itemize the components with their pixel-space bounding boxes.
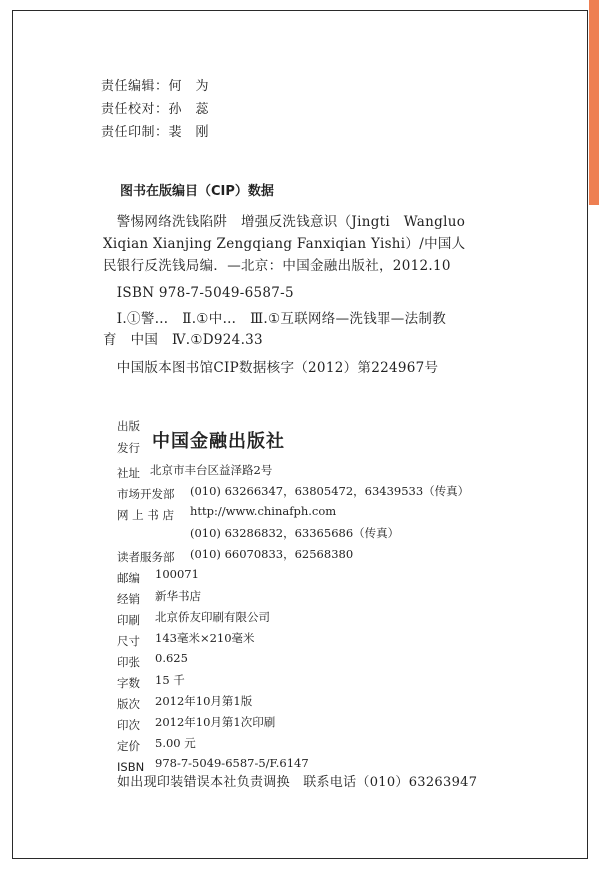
detail-row (117, 462, 273, 481)
detail-value: 2012年10月第1版 (155, 694, 253, 708)
cip-line: Ⅰ.①警… Ⅱ.①中… Ⅲ.①互联网络—洗钱罪—法制教 (103, 311, 447, 327)
detail-label: 印刷 (117, 613, 140, 627)
detail-label: 印张 (117, 655, 140, 669)
detail-value: 2012年10月第1次印刷 (155, 715, 276, 729)
detail-value: 北京市丰台区益泽路2号 (150, 463, 273, 477)
publisher-label-bottom: 发行 (117, 441, 140, 455)
detail-row (117, 483, 470, 502)
detail-label: 尺寸 (117, 634, 140, 648)
detail-value: 978-7-5049-6587-5/F.6147 (155, 756, 309, 770)
publisher-logo: 中国金融出版社 (152, 431, 285, 452)
detail-value: (010) 63286832，63365686（传真） (190, 526, 400, 540)
detail-value: 北京侨友印刷有限公司 (155, 610, 270, 624)
detail-label: 版次 (117, 697, 140, 711)
printing-manager-line (101, 121, 209, 140)
cip-line: Xiqian Xianjing Zengqiang Fanxiqian Yishi）/中国人 (103, 236, 466, 252)
detail-value: 15 千 (155, 673, 185, 687)
detail-label: 定价 (117, 739, 140, 753)
detail-value: 新华书店 (155, 589, 201, 603)
proofreader-line (101, 98, 209, 117)
detail-value: 5.00 元 (155, 736, 196, 750)
detail-row (117, 504, 337, 523)
detail-label: 字数 (117, 676, 140, 690)
cip-line: 警惕网络洗钱陷阱 增强反洗钱意识（Jingti Wangluo (103, 214, 466, 230)
detail-label: 印次 (117, 718, 140, 732)
printing-manager-label: 责任印制： (101, 125, 169, 140)
cip-line: 民银行反洗钱局编．—北京：中国金融出版社，2012.10 (103, 258, 451, 274)
website-link[interactable]: http://www.chinafph.com (190, 504, 337, 518)
detail-row (117, 630, 255, 649)
page-frame (12, 10, 588, 859)
publisher-label-top: 出版 (117, 419, 140, 433)
detail-row (117, 672, 185, 691)
editor-line (101, 75, 209, 94)
cip-isbn-line: ISBN 978-7-5049-6587-5 (103, 285, 294, 301)
detail-row (117, 693, 253, 712)
editor-label: 责任编辑： (101, 79, 169, 94)
orange-edge-tab (589, 0, 599, 205)
proofreader-value: 孙 蕊 (168, 102, 210, 117)
detail-row (117, 588, 201, 607)
detail-value: 100071 (155, 567, 199, 581)
detail-value: 143毫米×210毫米 (155, 631, 255, 645)
cip-record-number: 中国版本图书馆CIP数据核字（2012）第224967号 (103, 360, 439, 376)
detail-label: 经销 (117, 592, 140, 606)
cip-line: 育 中国 Ⅳ.①D924.33 (103, 332, 263, 348)
detail-label: 读者服务部 (117, 550, 175, 564)
detail-label: 市场开发部 (117, 487, 175, 501)
detail-value: (010) 63266347，63805472，63439533（传真） (190, 484, 470, 498)
detail-label: 邮编 (117, 571, 140, 585)
detail-label: 网 上 书 店 (117, 508, 174, 522)
editor-value: 何 为 (168, 79, 210, 94)
proofreader-label: 责任校对： (101, 102, 169, 117)
detail-label: 社址 (117, 466, 140, 480)
replacement-notice: 如出现印装错误本社负责调换 联系电话（010）63263947 (117, 775, 478, 790)
detail-row (117, 609, 270, 628)
detail-row (117, 714, 276, 733)
detail-row (117, 651, 188, 670)
detail-row (117, 546, 354, 565)
cip-title: 图书在版编目（CIP）数据 (120, 184, 274, 199)
detail-label: ISBN (117, 760, 145, 774)
detail-value: 0.625 (155, 651, 188, 665)
detail-row (117, 735, 196, 754)
detail-value: (010) 66070833，62568380 (190, 547, 354, 561)
printing-manager-value: 裴 刚 (168, 125, 210, 140)
detail-row (117, 567, 199, 586)
